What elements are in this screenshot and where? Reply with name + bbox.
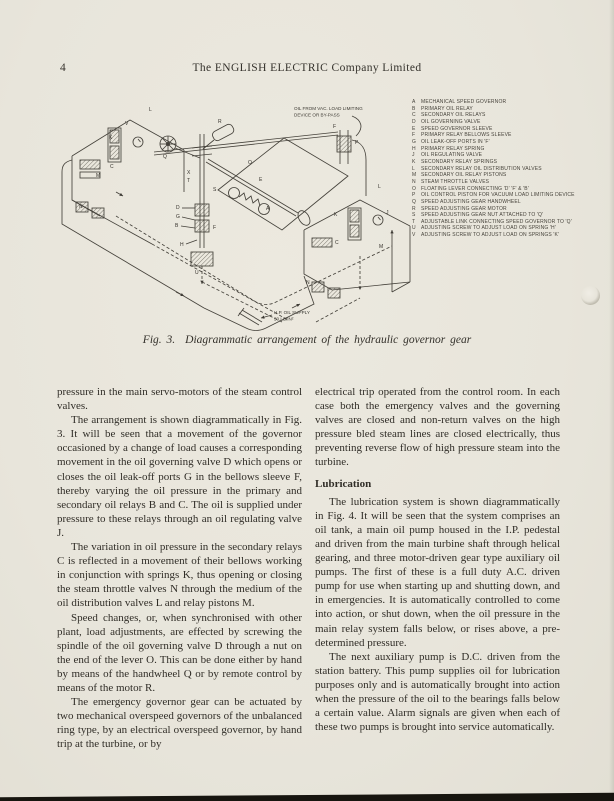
punch-hole-mark bbox=[581, 286, 600, 305]
legend-row bbox=[412, 112, 610, 119]
part-letter-t: T bbox=[187, 178, 191, 184]
legend-row bbox=[412, 99, 610, 106]
legend-row bbox=[412, 146, 610, 153]
legend-row bbox=[412, 126, 610, 133]
legend-key: Q bbox=[412, 198, 417, 205]
legend-key: A bbox=[412, 99, 416, 105]
body-paragraph: electrical trip operated from the control room. In each case both the emergency valves and the governing valves are closed and non-return valves on the high pressure bled steam lines are closed electrically, thus preventing reverse flow of high pressure steam into the turbine. bbox=[315, 386, 560, 469]
figure-legend bbox=[412, 99, 610, 239]
body-paragraph: The next auxiliary pump is D.C. driven from the station battery. This pump supplies oil for lubrication purposes only and is automatically brought into action when the pressure of the oil to the bearings falls below a certain value. Alarm signals are given when each of these two pumps is brought into service automatically. bbox=[315, 650, 560, 734]
legend-label: OIL CONTROL PISTON FOR VACUUM LOAD LIMITING DEVICE bbox=[421, 192, 575, 199]
part-letter-b: B bbox=[175, 223, 179, 229]
legend-row bbox=[412, 179, 610, 186]
diagram-linework bbox=[62, 116, 410, 331]
part-letter-n: N bbox=[306, 280, 310, 286]
legend-key: R bbox=[412, 205, 416, 212]
body-column-right bbox=[315, 385, 560, 734]
legend-label: SPEED GOVERNOR SLEEVE bbox=[421, 125, 493, 132]
figure-diagram bbox=[56, 96, 416, 336]
section-heading: Lubrication bbox=[315, 477, 372, 490]
legend-label: SPEED ADJUSTING GEAR MOTOR bbox=[421, 205, 507, 212]
legend-key: P bbox=[412, 192, 416, 199]
part-letter-x: X bbox=[187, 170, 191, 176]
body-paragraph: Speed changes, or, when synchronised with other plant, load adjustments, are effected by screwing the spindle of the oil governing valve D through a nut on the end of the lever O. This can be done either by hand by means of the handwheel Q or by remote control by means of the motor R. bbox=[57, 611, 302, 694]
part-letter-f: F bbox=[213, 225, 217, 231]
body-column-left bbox=[57, 385, 302, 751]
legend-label: OIL GOVERNING VALVE bbox=[421, 118, 481, 125]
body-paragraph: The lubrication system is shown diagrammatically in Fig. 4. It will be seen that the system comprises an oil tank, a main oil pump housed in the I.P. pedestal and driven from the main turbine shaft through helical gearing, and three motor-driven gear type auxiliary oil pumps. The first of these is a full duty A.C. driven pump for use when starting up and shutting down, and in emergencies. It is automatically controlled to come into action, or shut down, when the oil pressure in the main relay system falls below, or rises above, a pre-determined pressure. bbox=[315, 495, 560, 649]
legend-row bbox=[412, 232, 610, 239]
body-paragraph: The emergency governor gear can be actuated by two mechanical overspeed governors of the unbalanced ring type, by an electrical overspeed governor, by hand trip at the turbine, or by bbox=[57, 696, 302, 751]
legend-label: SECONDARY RELAY SPRINGS bbox=[421, 158, 498, 165]
legend-row bbox=[412, 152, 610, 159]
legend-label: MECHANICAL SPEED GOVERNOR bbox=[421, 99, 507, 105]
legend-key: L bbox=[412, 165, 415, 172]
legend-label: SPEED ADJUSTING GEAR HANDWHEEL bbox=[421, 198, 521, 205]
part-letter-k: K bbox=[334, 212, 338, 218]
legend-row bbox=[412, 225, 610, 232]
legend-key: N bbox=[412, 178, 416, 185]
part-letter-u: U bbox=[195, 270, 199, 276]
legend-key: U bbox=[412, 225, 416, 232]
legend-row bbox=[412, 119, 610, 126]
part-letter-c: C bbox=[110, 164, 114, 170]
annotation-hp-oil-line2: 50 LB/IN² bbox=[274, 316, 294, 322]
legend-label: FLOATING LEVER CONNECTING 'D' 'F' & 'B' bbox=[421, 185, 529, 192]
part-letter-j: J bbox=[386, 210, 389, 216]
part-letter-q: Q bbox=[163, 154, 167, 160]
part-letter-p: P bbox=[355, 140, 359, 146]
legend-row bbox=[412, 192, 610, 199]
part-letter-r: R bbox=[218, 119, 222, 125]
legend-key: E bbox=[412, 125, 416, 132]
legend-label: PRIMARY RELAY BELLOWS SLEEVE bbox=[421, 132, 512, 139]
legend-label: SECONDARY OIL RELAY PISTONS bbox=[421, 172, 507, 179]
legend-label: SPEED ADJUSTING GEAR NUT ATTACHED TO 'Q' bbox=[421, 212, 544, 219]
legend-key: O bbox=[412, 185, 417, 192]
legend-label: OIL LEAK-OFF PORTS IN 'F' bbox=[421, 138, 490, 145]
legend-key: B bbox=[412, 105, 416, 112]
part-letter-v: V bbox=[125, 121, 129, 127]
part-letter-s: S bbox=[213, 187, 217, 193]
legend-label: STEAM THROTTLE VALVES bbox=[421, 178, 490, 185]
legend-row bbox=[412, 159, 610, 166]
legend-label: OIL REGULATING VALVE bbox=[421, 152, 483, 159]
legend-row bbox=[412, 199, 610, 206]
figure-caption-text: Diagrammatic arrangement of the hydraulic governor gear bbox=[185, 334, 472, 346]
legend-row bbox=[412, 206, 610, 213]
legend-label: PRIMARY OIL RELAY bbox=[421, 105, 473, 112]
header-title: The ENGLISH ELECTRIC Company Limited bbox=[192, 62, 422, 74]
annotation-hp-oil-line1: H.P. OIL SUPPLY bbox=[274, 310, 310, 315]
legend-label: ADJUSTING SCREW TO ADJUST LOAD ON SPRINGS 'K' bbox=[421, 232, 560, 239]
part-letter-l: L bbox=[378, 184, 381, 190]
page-header bbox=[0, 62, 614, 78]
body-paragraph: pressure in the main servo-motors of the steam control valves. bbox=[57, 386, 302, 413]
legend-label: PRIMARY RELAY SPRING bbox=[421, 145, 485, 152]
legend-key: V bbox=[412, 232, 416, 239]
legend-key: C bbox=[412, 112, 416, 119]
legend-label: ADJUSTABLE LINK CONNECTING SPEED GOVERNOR TO 'Q' bbox=[421, 218, 572, 225]
legend-label: SECONDARY OIL RELAYS bbox=[421, 112, 486, 119]
part-letter-e: E bbox=[259, 177, 263, 183]
diagram-part-letters bbox=[79, 107, 389, 286]
legend-key: F bbox=[412, 132, 416, 139]
scan-edge-shadow bbox=[609, 0, 614, 801]
part-letter-o: O bbox=[248, 160, 252, 166]
page-number: 4 bbox=[60, 62, 66, 74]
part-letter-d: D bbox=[176, 205, 180, 211]
legend-row bbox=[412, 212, 610, 219]
legend-row bbox=[412, 172, 610, 179]
figure-caption bbox=[0, 334, 614, 346]
legend-row bbox=[412, 219, 610, 226]
legend-row bbox=[412, 186, 610, 193]
figure-caption-number: Fig. 3. bbox=[142, 334, 176, 346]
legend-key: T bbox=[412, 218, 416, 225]
legend-key: K bbox=[412, 158, 416, 165]
legend-row bbox=[412, 106, 610, 113]
legend-key: G bbox=[412, 138, 417, 145]
annotation-oil-from-vac-line1: OIL FROM VAC. LOAD LIMITING bbox=[294, 106, 363, 111]
part-letter-m: M bbox=[379, 244, 384, 250]
legend-key: S bbox=[412, 212, 416, 219]
part-letter-g: G bbox=[176, 214, 180, 220]
part-letter-c: C bbox=[335, 240, 339, 246]
legend-row bbox=[412, 139, 610, 146]
part-letter-m: M bbox=[96, 173, 101, 179]
part-letter-f: F bbox=[333, 124, 337, 130]
legend-label: ADJUSTING SCREW TO ADJUST LOAD ON SPRING 'H' bbox=[421, 225, 556, 232]
body-paragraph: The arrangement is shown diagrammatically in Fig. 3. It will be seen that a movement of the governor occasioned by a change of load causes a corresponding movement in the oil governing valve D which opens or closes the oil leak-off ports G in the bellows sleeve F, thereby varying the oil pressure in the primary and secondary oil relays B and C. The oil is supplied under pressure to these relays through an oil regulating valve J. bbox=[57, 414, 302, 539]
legend-key: M bbox=[412, 172, 417, 179]
part-letter-n: N bbox=[79, 204, 83, 210]
part-letter-l: L bbox=[149, 107, 152, 113]
part-letter-k: K bbox=[109, 135, 113, 141]
legend-row bbox=[412, 166, 610, 173]
body-paragraph: The variation in oil pressure in the secondary relays C is reflected in a movement of their bellows working in conjunction with springs K, thus opening or closing the steam throttle valves N through the medium of the oil distribution valves L and relay pistons M. bbox=[57, 541, 302, 610]
legend-label: SECONDARY RELAY OIL DISTRIBUTION VALVES bbox=[421, 165, 542, 172]
part-letter-a: A bbox=[266, 206, 270, 212]
part-letter-h: H bbox=[180, 242, 184, 248]
legend-key: D bbox=[412, 118, 416, 125]
legend-key: J bbox=[412, 152, 415, 159]
legend-row bbox=[412, 132, 610, 139]
scan-bottom-strip bbox=[0, 791, 614, 801]
annotation-oil-from-vac-line2: DEVICE OR BY-PASS bbox=[294, 112, 340, 118]
legend-key: H bbox=[412, 145, 416, 152]
